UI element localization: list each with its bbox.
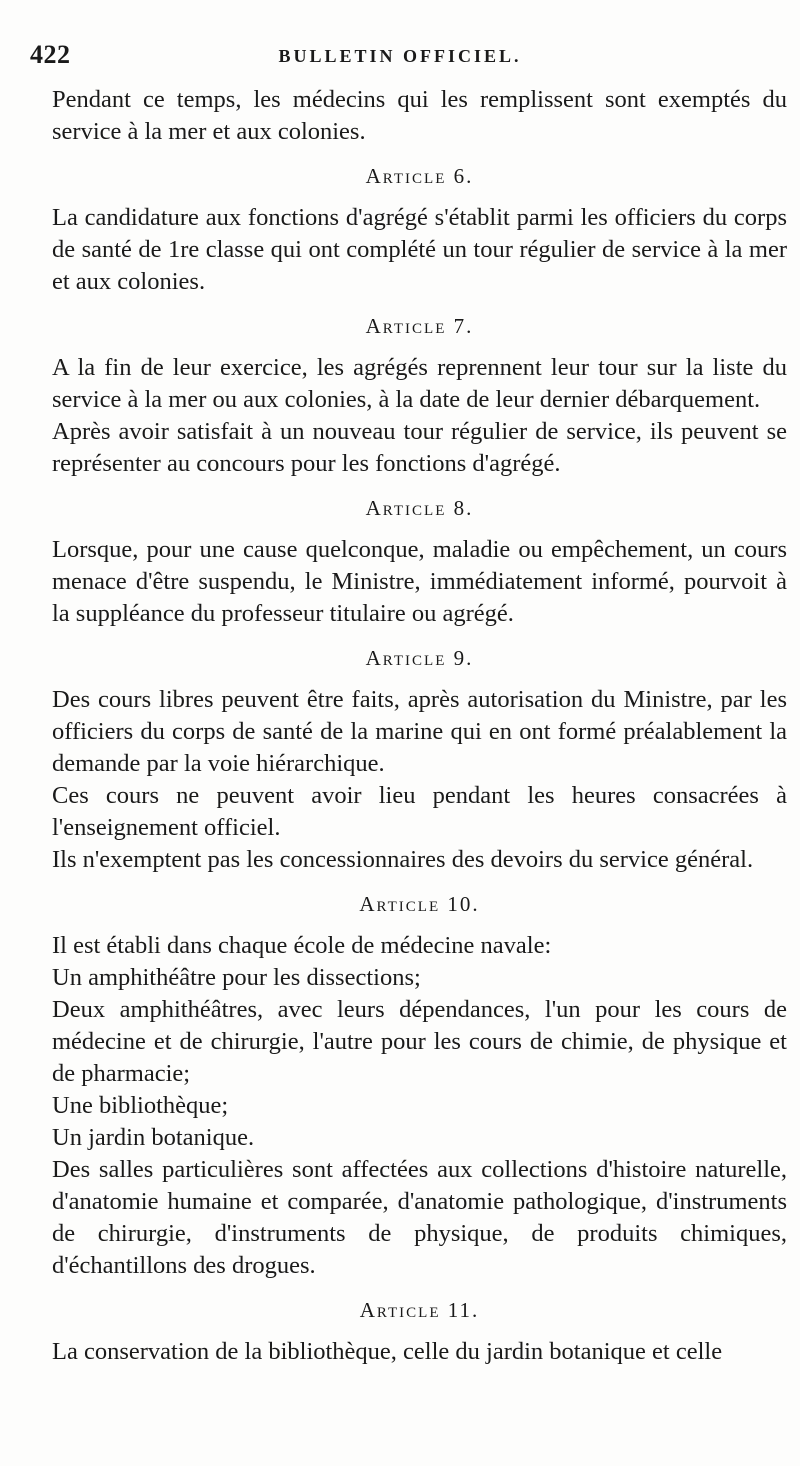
article-heading: Article 10.: [359, 892, 480, 916]
paragraph: A la fin de leur exercice, les agrégés reprennent leur tour sur la liste du service à la mer ou aux colonies, à la date de leur dernier débarquement.: [52, 354, 787, 413]
paragraph: Des cours libres peuvent être faits, après autorisation du Ministre, par les officiers du corps de santé de la marine qui en ont formé préalablement la demande par la voie hiérarchique.: [52, 686, 787, 777]
list-item: Deux amphithéâtres, avec leurs dépendances, l'un pour les cours de médecine et de chirurgie, l'autre pour les cours de chimie, de physique et de pharmacie;: [52, 996, 787, 1087]
list-item: Un jardin botanique.: [52, 1124, 255, 1151]
paragraph: La candidature aux fonctions d'agrégé s'établit parmi les officiers du corps de santé de 1re classe qui ont complété un tour régulier de service à la mer et aux colonies.: [52, 204, 787, 295]
paragraph: La conservation de la bibliothèque, celle du jardin botanique et celle: [52, 1338, 723, 1365]
paragraph: Il est établi dans chaque école de médecine navale:: [52, 932, 552, 959]
paragraph: Ces cours ne peuvent avoir lieu pendant les heures consacrées à l'enseignement officiel.: [52, 782, 787, 841]
document-body: [52, 84, 787, 1368]
paragraph: Lorsque, pour une cause quelconque, maladie ou empêchement, un cours menace d'être suspendu, le Ministre, immédiatement informé, pourvoit à la suppléance du professeur titulaire ou agrégé.: [52, 536, 787, 627]
article-heading: Article 6.: [365, 164, 474, 188]
paragraph: Ils n'exemptent pas les concessionnaires des devoirs du service général.: [52, 846, 754, 873]
page-number: 422: [30, 40, 71, 69]
page-header: [30, 40, 790, 74]
list-item: Une bibliothèque;: [52, 1092, 229, 1119]
article-heading: Article 11.: [359, 1298, 480, 1322]
list-item: Un amphithéâtre pour les dissections;: [52, 964, 421, 991]
article-heading: Article 9.: [365, 646, 474, 670]
article-heading: Article 7.: [365, 314, 474, 338]
paragraph: Après avoir satisfait à un nouveau tour régulier de service, ils peuvent se représenter au concours pour les fonctions d'agrégé.: [52, 418, 787, 477]
article-heading: Article 8.: [365, 496, 474, 520]
paragraph: Des salles particulières sont affectées aux collections d'histoire naturelle, d'anatomie humaine et comparée, d'anatomie pathologique, d'instruments de chirurgie, d'instruments de physique, de produits chimiques, d'échantillons des drogues.: [52, 1156, 787, 1279]
paragraph: Pendant ce temps, les médecins qui les remplissent sont exemptés du service à la mer et aux colonies.: [52, 86, 787, 145]
running-head: BULLETIN OFFICIEL.: [278, 46, 522, 66]
